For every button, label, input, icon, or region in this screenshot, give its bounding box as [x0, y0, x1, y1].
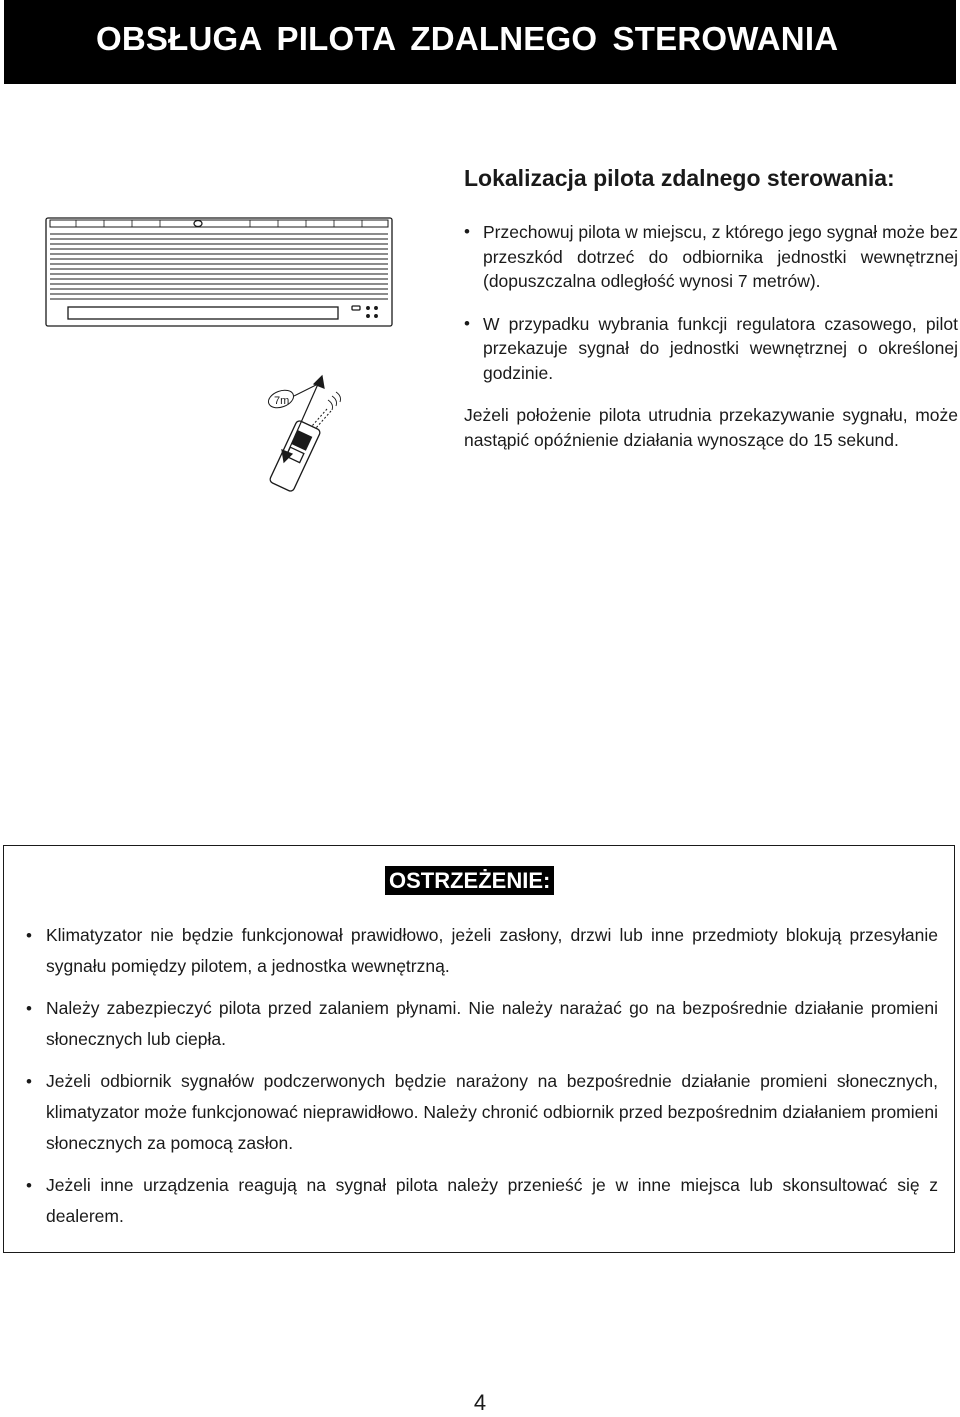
warning-label: OSTRZEŻENIE: — [385, 866, 554, 895]
indoor-unit-icon — [46, 218, 392, 326]
list-item — [26, 1066, 938, 1159]
list-item — [26, 920, 938, 982]
delay-note: Jeżeli położenie pilota utrudnia przekazywanie sygnału, może nastąpić opóźnienie działania wynoszące do 15 sekund. — [464, 405, 958, 450]
list-item — [26, 1170, 938, 1232]
bullet-icon: • — [464, 313, 470, 333]
bullet-icon: • — [26, 999, 32, 1018]
section-title: Lokalizacja pilota zdalnego sterowania: — [464, 165, 895, 191]
location-bullet-list — [464, 220, 958, 385]
list-item-text: Przechowuj pilota w miejscu, z którego jego sygnał może bez przeszkód dotrzeć do odbiornika jednostki wewnętrznej (dopuszczalna odległość wynosi 7 metrów). — [483, 222, 958, 291]
list-item-text: Jeżeli inne urządzenia reagują na sygnał pilota należy przenieść je w inne miejsca lub skonsultować się z dealerem. — [46, 1175, 938, 1226]
signal-arrow-icon — [282, 376, 341, 462]
svg-text:7m: 7m — [274, 395, 290, 407]
remote-location-illustration — [40, 210, 400, 500]
list-item-text: Klimatyzator nie będzie funkcjonował prawidłowo, jeżeli zasłony, drzwi lub inne przedmioty blokują przesyłanie sygnału pomiędzy pilotem, a jednostka wewnętrzną. — [46, 925, 938, 976]
page-number: 4 — [473, 1390, 487, 1415]
page-title: OBSŁUGA PILOTA ZDALNEGO STEROWANIA — [96, 20, 839, 57]
bullet-icon: • — [26, 1176, 32, 1195]
list-item-text: W przypadku wybrania funkcji regulatora czasowego, pilot przekazuje sygnał do jednostki wewnętrznej o określonej godzinie. — [483, 313, 958, 383]
list-item-text: Należy zabezpieczyć pilota przed zalaniem płynami. Nie należy narażać go na bezpośrednie działanie promieni słonecznych lub ciepła. — [46, 998, 938, 1049]
list-item-text: Jeżeli odbiornik sygnałów podczerwonych będzie narażony na bezpośrednie działanie promieni słonecznych, klimatyzator może funkcjonować nieprawidłowo. Należy chronić odbiornik przed bezpośrednim działaniem promieni słonecznych za pomocą zasłon. — [46, 1071, 938, 1153]
list-item — [26, 993, 938, 1055]
warning-box — [3, 845, 955, 1253]
warning-bullet-list — [26, 920, 938, 1243]
location-section — [464, 164, 958, 452]
list-item — [464, 312, 958, 386]
distance-label-icon — [266, 382, 322, 411]
bullet-icon: • — [464, 222, 470, 241]
bullet-icon: • — [26, 926, 32, 945]
list-item — [464, 220, 958, 294]
header-bar — [4, 0, 956, 84]
remote-control-icon — [269, 420, 321, 493]
bullet-icon: • — [26, 1072, 32, 1091]
